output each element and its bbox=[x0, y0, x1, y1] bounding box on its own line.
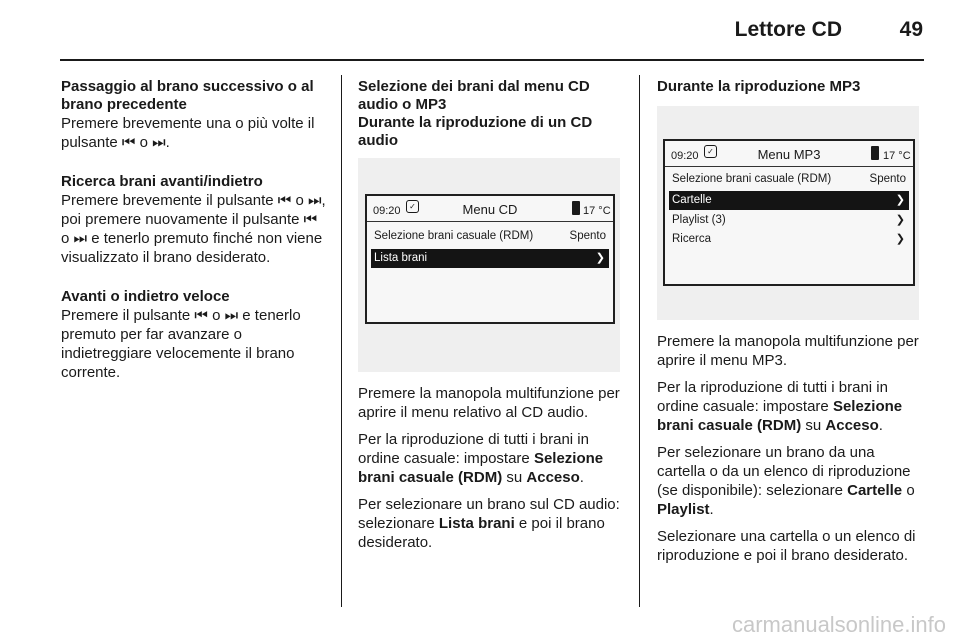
paragraph-search: Premere brevemente il pulsante ⏮ o ⏭, poi premere nuovamente il pulsante ⏮ o ⏭ e tenerlo premuto finché non viene visualizzato il brano desiderato. bbox=[61, 192, 326, 266]
paragraph-cd-random: Per la riproduzione di tutti i brani in ordine casuale: impostare Selezione brani casuale (RDM) su Acceso. bbox=[358, 431, 604, 486]
prev-track-icon: ⏮ bbox=[277, 192, 292, 209]
screenshot-mp3-menu bbox=[657, 106, 919, 320]
next-track-icon: ⏭ bbox=[224, 307, 239, 324]
page-header-title: Lettore CD bbox=[734, 18, 842, 41]
paragraph-mp3-select: Per selezionare un brano da una cartella o da un elenco di riproduzione (se disponibile): selezionare Cartelle o Playlist. bbox=[657, 444, 915, 518]
menu-row-random[interactable]: Selezione brani casuale (RDM) Spento bbox=[672, 173, 906, 185]
status-bar bbox=[367, 196, 613, 222]
status-bar bbox=[665, 141, 913, 167]
column-divider-1 bbox=[341, 75, 342, 607]
section-heading-fast: Avanti o indietro veloce bbox=[61, 288, 230, 305]
section-heading-search: Ricerca brani avanti/indietro bbox=[61, 173, 263, 190]
chevron-right-icon: ❯ bbox=[595, 252, 605, 264]
watermark: carmanualsonline.info bbox=[731, 612, 946, 637]
chevron-right-icon: ❯ bbox=[895, 233, 905, 245]
next-track-icon: ⏭ bbox=[152, 134, 166, 151]
screen-title: Menu MP3 bbox=[757, 147, 821, 162]
menu-row-track-list[interactable]: Lista brani ❯ bbox=[371, 249, 609, 268]
menu-row-playlist[interactable]: Playlist (3) ❯ bbox=[669, 211, 909, 230]
temperature: 17 °C bbox=[883, 150, 911, 162]
clock-time: 09:20 bbox=[671, 150, 699, 162]
paragraph-mp3-open: Premere la manopola multifunzione per aprire il menu MP3. bbox=[657, 333, 919, 369]
clock-icon: ✓ bbox=[406, 200, 419, 213]
display-screen bbox=[365, 194, 615, 324]
menu-row-folders[interactable]: Cartelle ❯ bbox=[669, 191, 909, 210]
next-track-icon: ⏭ bbox=[307, 192, 322, 209]
prev-track-icon: ⏮ bbox=[121, 134, 136, 151]
paragraph-fast: Premere il pulsante ⏮ o ⏭ e tenerlo premuto per far avanzare o indietreggiare velocemente il brano corrente. bbox=[61, 307, 301, 381]
screen-title: Menu CD bbox=[462, 202, 518, 217]
page-number: 49 bbox=[899, 18, 923, 41]
column-2 bbox=[358, 78, 622, 560]
section-heading-select: Selezione dei brani dal menu CD audio o MP3 bbox=[358, 78, 590, 113]
chevron-right-icon: ❯ bbox=[895, 194, 905, 206]
chevron-right-icon: ❯ bbox=[895, 214, 905, 226]
next-track-icon: ⏭ bbox=[73, 230, 88, 247]
menu-row-random[interactable]: Selezione brani casuale (RDM) Spento bbox=[374, 230, 606, 242]
paragraph-cd-open: Premere la manopola multifunzione per aprire il menu relativo al CD audio. bbox=[358, 385, 620, 421]
section-heading-mp3: Durante la riproduzione MP3 bbox=[657, 78, 861, 95]
column-1 bbox=[61, 78, 327, 390]
display-screen bbox=[663, 139, 915, 286]
clock-time: 09:20 bbox=[373, 205, 401, 217]
temperature: 17 °C bbox=[583, 205, 611, 217]
phone-icon bbox=[871, 146, 879, 160]
prev-track-icon: ⏮ bbox=[194, 307, 208, 324]
screenshot-cd-menu bbox=[358, 158, 620, 372]
section-heading-cd-audio: Durante la riproduzione di un CD audio bbox=[358, 114, 593, 149]
paragraph-cd-select: Per selezionare un brano sul CD audio: selezionare Lista brani e poi il brano desiderato. bbox=[358, 496, 620, 551]
prev-track-icon: ⏮ bbox=[303, 211, 318, 228]
phone-icon bbox=[572, 201, 580, 215]
menu-row-search[interactable]: Ricerca ❯ bbox=[669, 230, 909, 249]
header-divider bbox=[60, 59, 924, 61]
clock-icon: ✓ bbox=[704, 145, 717, 158]
column-3 bbox=[657, 78, 921, 573]
column-divider-2 bbox=[639, 75, 640, 607]
paragraph-next-prev: Premere brevemente una o più volte il pulsante ⏮ o ⏭. bbox=[61, 115, 315, 151]
paragraph-mp3-choose: Selezionare una cartella o un elenco di riproduzione e poi il brano desiderato. bbox=[657, 528, 916, 564]
section-heading-next-prev: Passaggio al brano successivo o al brano precedente bbox=[61, 78, 314, 113]
paragraph-mp3-random: Per la riproduzione di tutti i brani in ordine casuale: impostare Selezione brani casuale (RDM) su Acceso. bbox=[657, 379, 903, 434]
